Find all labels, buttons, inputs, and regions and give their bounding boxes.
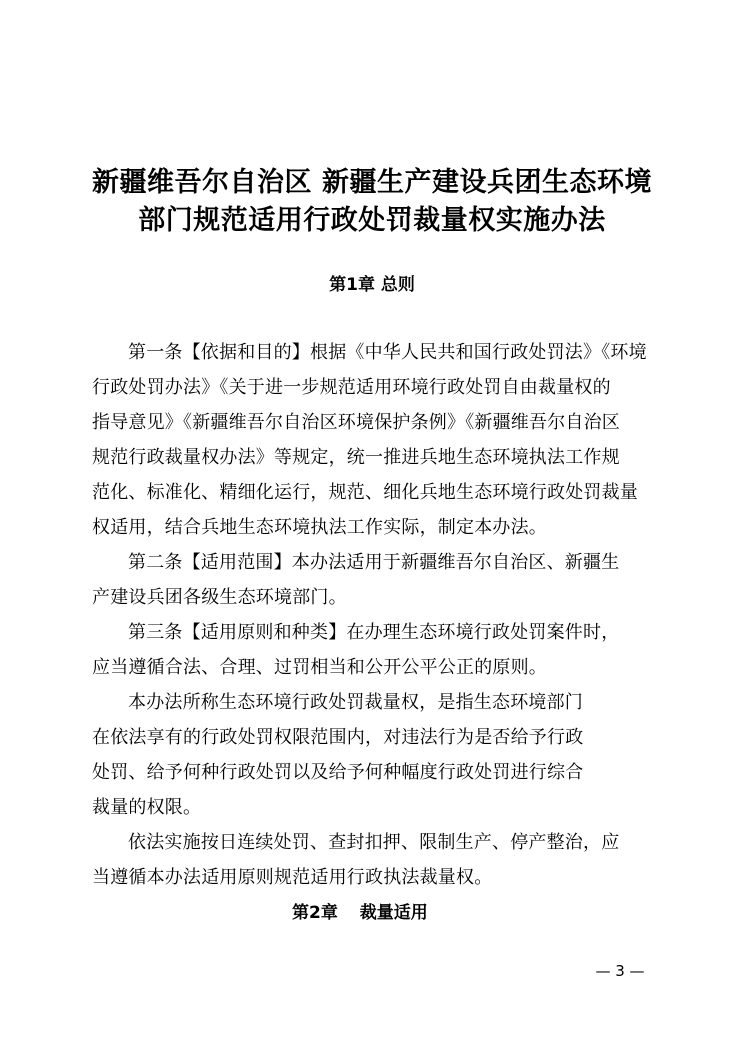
page-number: — 3 — — [595, 962, 645, 980]
body-line: 裁量的权限。 — [92, 797, 202, 818]
body-line-article-2: 第二条【适用范围】本办法适用于新疆维吾尔自治区、新疆生 — [128, 552, 620, 573]
body-line: 权适用，结合兵地生态环境执法工作实际，制定本办法。 — [92, 517, 547, 538]
body-line: 行政处罚办法》《关于进一步规范适用环境行政处罚自由裁量权的 — [92, 377, 611, 398]
body-line: 在依法享有的行政处罚权限范围内，对违法行为是否给予行政 — [92, 727, 584, 748]
chapter-1-heading: 第1章 总则 — [329, 275, 415, 295]
document-title-line-2: 部门规范适用行政处罚裁量权实施办法 — [138, 205, 606, 236]
body-line-paragraph: 本办法所称生态环境行政处罚裁量权，是指生态环境部门 — [128, 692, 583, 713]
body-line: 产建设兵团各级生态环境部门。 — [92, 587, 347, 608]
body-line: 当遵循本办法适用原则规范适用行政执法裁量权。 — [92, 867, 493, 888]
document-title-line-1: 新疆维吾尔自治区 新疆生产建设兵团生态环境 — [92, 167, 652, 198]
body-line: 指导意见》《新疆维吾尔自治区环境保护条例》《新疆维吾尔自治区 — [92, 412, 620, 433]
body-line-article-1: 第一条【依据和目的】根据《中华人民共和国行政处罚法》《环境 — [128, 342, 647, 363]
body-line-article-3: 第三条【适用原则和种类】在办理生态环境行政处罚案件时， — [128, 622, 620, 643]
body-line: 规范行政裁量权办法》等规定，统一推进兵地生态环境执法工作规 — [92, 447, 620, 468]
body-line: 应当遵循合法、合理、过罚相当和公开公平公正的原则。 — [92, 657, 547, 678]
body-line: 范化、标准化、精细化运行，规范、细化兵地生态环境行政处罚裁量 — [92, 482, 638, 503]
chapter-2-heading: 第2章 裁量适用 — [292, 903, 428, 923]
body-line-paragraph: 依法实施按日连续处罚、查封扣押、限制生产、停产整治，应 — [128, 832, 620, 853]
body-line: 处罚、给予何种行政处罚以及给予何种幅度行政处罚进行综合 — [92, 762, 584, 783]
